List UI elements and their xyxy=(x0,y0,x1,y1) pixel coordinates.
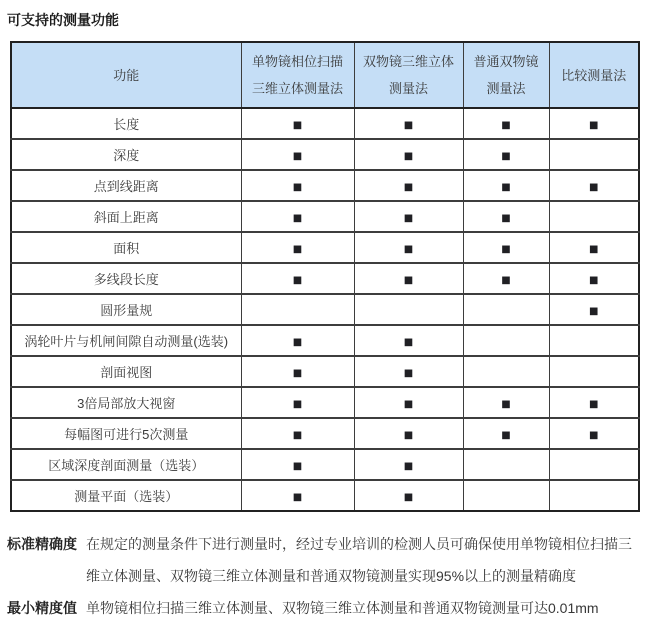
function-label-cell: 面积 xyxy=(11,232,241,263)
header-cell: 功能 xyxy=(11,42,241,108)
support-mark-icon: ■ xyxy=(589,244,599,255)
support-mark-icon: ■ xyxy=(292,120,303,131)
table-row xyxy=(11,170,639,201)
support-mark-icon: ■ xyxy=(403,399,414,410)
support-mark-icon: ■ xyxy=(403,120,414,131)
support-cell xyxy=(463,263,549,294)
support-mark-icon: ■ xyxy=(403,244,414,255)
support-mark-icon: ■ xyxy=(589,182,599,193)
support-mark-icon: ■ xyxy=(403,492,414,503)
support-mark-icon: ■ xyxy=(292,244,303,255)
support-mark-icon: ■ xyxy=(403,368,414,379)
page-title: 可支持的测量功能 xyxy=(7,12,119,28)
support-mark-icon: ■ xyxy=(292,337,303,348)
note-standard-accuracy xyxy=(7,528,640,592)
function-label-cell: 深度 xyxy=(11,139,241,170)
function-label-cell: 圆形量规 xyxy=(11,294,241,325)
support-cell xyxy=(354,263,463,294)
support-mark-icon: ■ xyxy=(589,430,599,441)
support-cell xyxy=(549,108,639,139)
support-cell xyxy=(241,139,354,170)
function-label-cell: 区域深度剖面测量（选装） xyxy=(11,449,241,480)
function-label-cell: 涡轮叶片与机闸间隙自动测量(选装) xyxy=(11,325,241,356)
support-cell xyxy=(354,387,463,418)
measurement-functions-table xyxy=(10,41,640,512)
support-mark-icon: ■ xyxy=(292,368,303,379)
table-row xyxy=(11,418,639,449)
function-label-cell: 测量平面（选装） xyxy=(11,480,241,511)
support-cell xyxy=(549,387,639,418)
support-cell xyxy=(354,139,463,170)
support-cell xyxy=(549,449,639,480)
support-cell xyxy=(241,108,354,139)
support-mark-icon: ■ xyxy=(292,492,303,503)
support-cell xyxy=(549,263,639,294)
table-header xyxy=(11,42,639,108)
table-row xyxy=(11,294,639,325)
support-mark-icon: ■ xyxy=(501,182,511,193)
table-row xyxy=(11,387,639,418)
support-cell xyxy=(463,294,549,325)
support-mark-icon: ■ xyxy=(589,306,599,317)
support-cell xyxy=(354,232,463,263)
support-cell xyxy=(463,480,549,511)
note-standard-accuracy-label: 标准精确度 xyxy=(7,536,77,552)
support-cell xyxy=(354,480,463,511)
support-mark-icon: ■ xyxy=(501,120,511,131)
support-mark-icon: ■ xyxy=(403,461,414,472)
table-row xyxy=(11,449,639,480)
function-label-cell: 多线段长度 xyxy=(11,263,241,294)
header-row xyxy=(11,42,639,108)
note-min-precision-label: 最小精度值 xyxy=(7,600,77,616)
support-mark-icon: ■ xyxy=(589,275,599,286)
support-mark-icon: ■ xyxy=(589,120,599,131)
support-cell xyxy=(241,387,354,418)
support-mark-icon: ■ xyxy=(501,275,511,286)
support-cell xyxy=(354,294,463,325)
note-min-precision xyxy=(7,592,640,624)
support-cell xyxy=(241,201,354,232)
table-row xyxy=(11,201,639,232)
support-cell xyxy=(241,294,354,325)
support-mark-icon: ■ xyxy=(292,182,303,193)
support-cell xyxy=(241,170,354,201)
support-mark-icon: ■ xyxy=(292,213,303,224)
table-row xyxy=(11,356,639,387)
support-cell xyxy=(241,418,354,449)
support-cell xyxy=(549,325,639,356)
support-cell xyxy=(549,356,639,387)
table-row xyxy=(11,480,639,511)
support-cell xyxy=(354,201,463,232)
header-cell: 普通双物镜 测量法 xyxy=(463,42,549,108)
function-label-cell: 3倍局部放大视窗 xyxy=(11,387,241,418)
support-cell xyxy=(354,325,463,356)
support-cell xyxy=(463,449,549,480)
support-mark-icon: ■ xyxy=(403,182,414,193)
footnotes xyxy=(7,528,640,624)
support-cell xyxy=(549,139,639,170)
table-row xyxy=(11,108,639,139)
function-label-cell: 点到线距离 xyxy=(11,170,241,201)
support-cell xyxy=(354,356,463,387)
support-cell xyxy=(549,480,639,511)
function-label-cell: 斜面上距离 xyxy=(11,201,241,232)
support-cell xyxy=(463,325,549,356)
note-standard-accuracy-text: 在规定的测量条件下进行测量时，经过专业培训的检测人员可确保使用单物镜相位扫描三维立体测量、双物镜三维立体测量和普通双物镜测量实现95%以上的测量精确度 xyxy=(86,536,632,584)
support-cell xyxy=(354,108,463,139)
support-cell xyxy=(354,170,463,201)
support-cell xyxy=(463,418,549,449)
support-cell xyxy=(549,232,639,263)
support-cell xyxy=(241,325,354,356)
support-cell xyxy=(241,263,354,294)
support-mark-icon: ■ xyxy=(403,430,414,441)
support-cell xyxy=(241,449,354,480)
table-row xyxy=(11,139,639,170)
support-cell xyxy=(463,170,549,201)
support-cell xyxy=(549,294,639,325)
support-cell xyxy=(463,232,549,263)
header-cell: 比较测量法 xyxy=(549,42,639,108)
function-label-cell: 每幅图可进行5次测量 xyxy=(11,418,241,449)
header-cell: 单物镜相位扫描 三维立体测量法 xyxy=(241,42,354,108)
support-mark-icon: ■ xyxy=(292,399,303,410)
support-cell xyxy=(354,418,463,449)
support-mark-icon: ■ xyxy=(403,213,414,224)
support-cell xyxy=(241,356,354,387)
table-row xyxy=(11,232,639,263)
function-label-cell: 剖面视图 xyxy=(11,356,241,387)
support-cell xyxy=(463,201,549,232)
support-mark-icon: ■ xyxy=(501,213,511,224)
support-cell xyxy=(463,108,549,139)
support-cell xyxy=(241,480,354,511)
support-cell xyxy=(463,356,549,387)
support-mark-icon: ■ xyxy=(403,275,414,286)
support-mark-icon: ■ xyxy=(589,399,599,410)
function-label-cell: 长度 xyxy=(11,108,241,139)
support-mark-icon: ■ xyxy=(501,244,511,255)
support-cell xyxy=(549,170,639,201)
support-cell xyxy=(241,232,354,263)
support-cell xyxy=(549,418,639,449)
support-mark-icon: ■ xyxy=(501,399,511,410)
support-cell xyxy=(354,449,463,480)
support-mark-icon: ■ xyxy=(292,430,303,441)
support-mark-icon: ■ xyxy=(403,151,414,162)
support-cell xyxy=(463,387,549,418)
support-mark-icon: ■ xyxy=(501,151,511,162)
table-row xyxy=(11,325,639,356)
support-cell xyxy=(463,139,549,170)
table-body xyxy=(11,108,639,511)
header-cell: 双物镜三维立体 测量法 xyxy=(354,42,463,108)
table-row xyxy=(11,263,639,294)
support-mark-icon: ■ xyxy=(292,461,303,472)
support-cell xyxy=(549,201,639,232)
support-mark-icon: ■ xyxy=(292,151,303,162)
support-mark-icon: ■ xyxy=(292,275,303,286)
support-mark-icon: ■ xyxy=(501,430,511,441)
support-mark-icon: ■ xyxy=(403,337,414,348)
note-min-precision-text: 单物镜相位扫描三维立体测量、双物镜三维立体测量和普通双物镜测量可达0.01mm xyxy=(86,600,599,616)
